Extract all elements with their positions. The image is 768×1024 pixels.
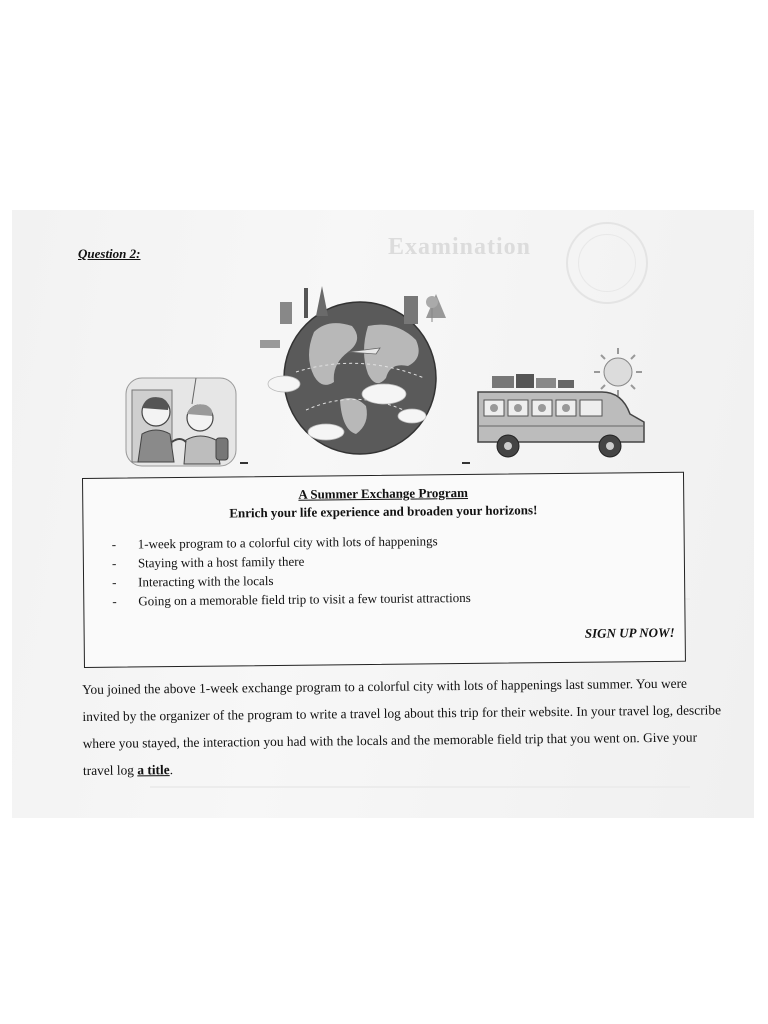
world-globe-illustration bbox=[256, 282, 464, 462]
list-item-text: 1-week program to a colorful city with lots of happenings bbox=[137, 533, 438, 552]
flyer-title: A Summer Exchange Program bbox=[298, 484, 469, 502]
task-end-punctuation: . bbox=[169, 762, 174, 778]
dash-mark bbox=[462, 462, 470, 464]
bullet-dash: - bbox=[112, 593, 117, 609]
list-item bbox=[112, 531, 471, 554]
task-instructions bbox=[82, 669, 723, 784]
bleed-through-line bbox=[150, 786, 690, 788]
two-boys-greeting-icon bbox=[122, 376, 240, 470]
program-flyer bbox=[82, 472, 686, 668]
dash-mark bbox=[240, 462, 248, 464]
list-item-text: Interacting with the locals bbox=[138, 573, 274, 590]
list-item-text: Staying with a host family there bbox=[137, 553, 305, 571]
watermark-text: Examination bbox=[388, 234, 532, 260]
bullet-dash: - bbox=[112, 574, 117, 590]
list-item bbox=[112, 588, 471, 611]
bullet-dash: - bbox=[111, 536, 117, 552]
school-bus-illustration bbox=[472, 344, 652, 464]
sign-up-callout: SIGN UP NOW! bbox=[584, 624, 675, 641]
two-boys-greeting-illustration bbox=[122, 376, 240, 470]
list-item-text: Going on a memorable field trip to visit a few tourist attractions bbox=[138, 589, 471, 609]
question-heading: Question 2: bbox=[78, 246, 141, 261]
task-title-requirement: a title bbox=[137, 762, 170, 778]
school-seal-watermark bbox=[566, 222, 648, 304]
school-bus-icon bbox=[472, 344, 652, 464]
bullet-dash: - bbox=[111, 555, 117, 571]
globe-icon bbox=[256, 282, 464, 462]
task-body-text: You joined the above 1-week exchange program to a colorful city with lots of happenings last summer. You were invited by the organizer of the program to write a travel log about this trip for their website. In your travel log, describe where you stayed, the interaction you had with the locals and the memorable field trip that you went on. Give your travel log bbox=[82, 675, 722, 778]
flyer-subtitle: Enrich your life experience and broaden your horizons! bbox=[229, 502, 538, 521]
flyer-feature-list bbox=[112, 531, 471, 611]
